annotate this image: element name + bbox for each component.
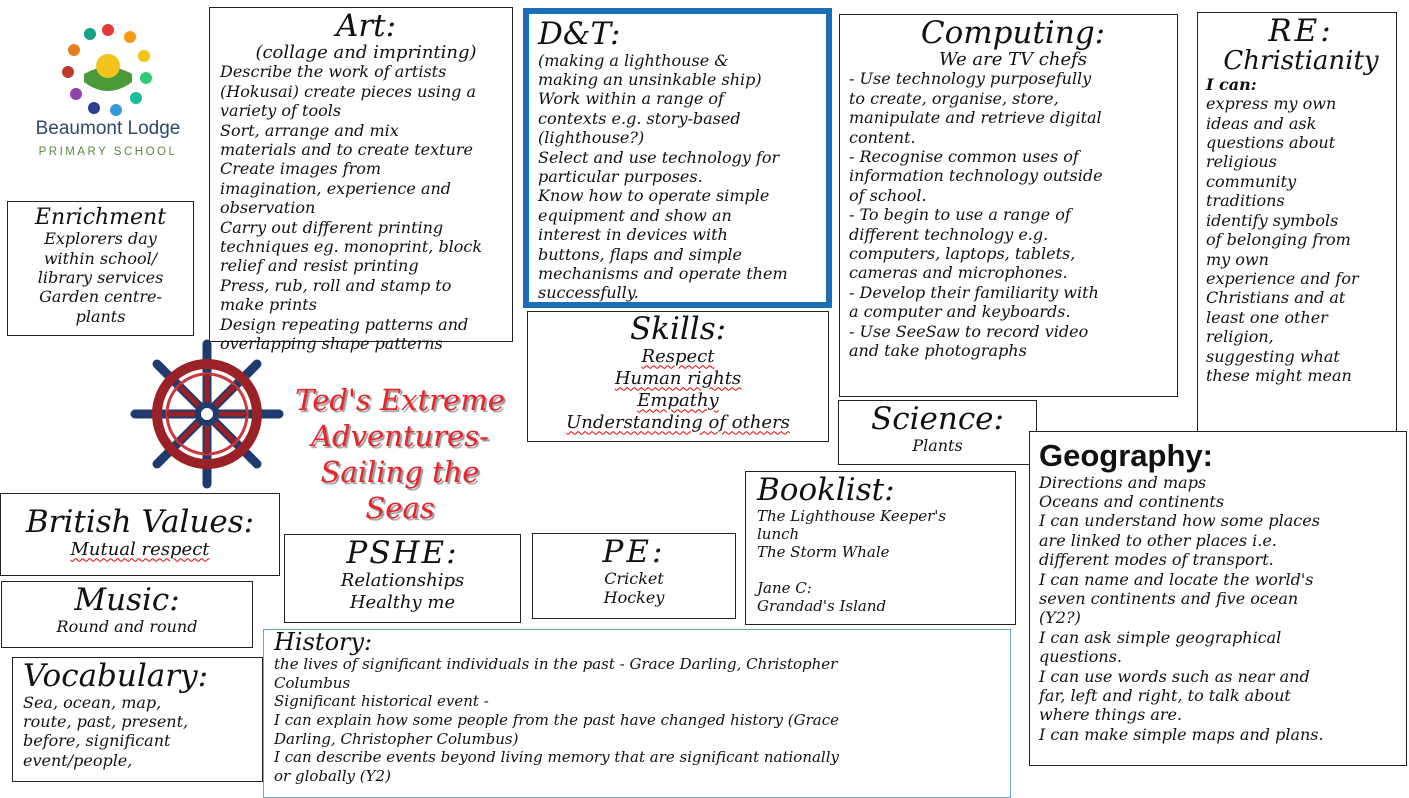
booklist-line	[757, 561, 1015, 579]
skills-box	[527, 311, 829, 442]
geography-title: Geography:	[1039, 438, 1213, 473]
re-box	[1197, 12, 1397, 439]
booklist-box	[745, 471, 1016, 625]
geography-line: I can make simple maps and plans.	[1039, 724, 1324, 744]
british-values-line	[1, 539, 279, 561]
dt-title: D&T:	[538, 16, 621, 52]
dt-line: making an unsinkable ship)	[538, 69, 762, 89]
art-line: relief and resist printing	[220, 256, 419, 276]
music-box	[1, 581, 253, 648]
geography-box	[1029, 431, 1407, 766]
booklist-title: Booklist:	[757, 472, 895, 508]
ship-wheel-icon	[130, 338, 284, 490]
history-line: Columbus	[274, 673, 351, 692]
computing-line: content.	[849, 127, 916, 147]
computing-line: computers, laptops, tablets,	[849, 244, 1076, 263]
vocabulary-line: route, past, present,	[23, 711, 189, 731]
booklist-line: lunch	[757, 524, 800, 543]
art-line: Design repeating patterns and	[220, 314, 469, 334]
history-line: or globally (Y2)	[274, 766, 391, 785]
art-line: Sort, arrange and mix	[220, 120, 399, 140]
history-line: Darling, Christopher Columbus)	[274, 729, 519, 748]
art-line: (Hokusai) create pieces using a	[220, 81, 476, 101]
dt-line: successfully.	[538, 283, 639, 303]
art-line: Describe the work of artists	[220, 62, 447, 82]
dt-line: Know how to operate simple	[538, 186, 770, 206]
computing-line: - Use technology purposefully	[849, 69, 1092, 89]
dt-line: mechanisms and operate them	[538, 264, 788, 284]
re-line: these might mean	[1206, 365, 1352, 385]
re-line: of belonging from	[1206, 230, 1351, 250]
vocabulary-box	[12, 657, 263, 782]
pshe-title: PSHE:	[346, 535, 459, 571]
history-box	[263, 629, 1011, 798]
re-line: my own	[1206, 249, 1269, 269]
geography-line: where things are.	[1039, 705, 1183, 725]
school-logo	[20, 22, 196, 172]
re-line: suggesting what	[1206, 346, 1340, 366]
re-line: least one other	[1206, 307, 1328, 327]
skills-line	[528, 368, 828, 390]
geography-line: I can understand how some places	[1039, 511, 1320, 531]
science-title: Science:	[871, 401, 1004, 437]
booklist-line: The Storm Whale	[757, 542, 890, 561]
computing-subtitle: We are TV chefs	[938, 48, 1088, 70]
history-line: Significant historical event -	[274, 692, 489, 711]
art-line: Create images from	[220, 159, 382, 179]
enrichment-line: Explorers day	[44, 229, 157, 249]
pe-line: Cricket	[604, 568, 664, 588]
computing-line: a computer and keyboards.	[849, 302, 1071, 322]
theme-title-line: Sailing the	[320, 455, 480, 489]
history-line: I can describe events beyond living memory that are significant nationally	[274, 748, 839, 767]
art-line: Carry out different printing	[220, 217, 444, 237]
dt-line: (making a lighthouse &	[538, 50, 729, 70]
pe-box	[532, 533, 736, 619]
skills-understanding: Understanding of others	[566, 411, 790, 433]
re-line: experience and for	[1206, 268, 1359, 288]
history-title: History:	[274, 628, 373, 656]
skills-line	[528, 412, 828, 434]
theme-title	[270, 382, 530, 526]
enrichment-line: within school/	[43, 248, 158, 268]
computing-line: - Use SeeSaw to record video	[849, 321, 1089, 341]
dt-line: Select and use technology for	[538, 147, 780, 167]
skills-line	[528, 346, 828, 368]
geography-line: (Y2?)	[1039, 608, 1081, 628]
booklist-line: Grandad's Island	[757, 596, 887, 615]
art-line: observation	[220, 198, 316, 218]
computing-line: manipulate and retrieve digital	[849, 108, 1102, 128]
skills-human-rights: Human rights	[614, 367, 742, 389]
enrichment-line: plants	[75, 306, 126, 326]
art-line: variety of tools	[220, 101, 342, 121]
re-line: religion,	[1206, 327, 1274, 347]
art-subtitle: (collage and imprinting)	[255, 41, 477, 63]
pshe-box	[284, 534, 521, 623]
geography-line: are linked to other places i.e.	[1039, 530, 1277, 550]
computing-line: information technology outside	[849, 166, 1103, 186]
re-line: express my own	[1206, 94, 1337, 114]
geography-line: Oceans and continents	[1039, 491, 1225, 511]
computing-line: to create, organise, store,	[849, 88, 1059, 108]
pe-line: Hockey	[603, 587, 665, 607]
re-line: ideas and ask	[1206, 113, 1317, 133]
art-line: make prints	[220, 295, 317, 315]
science-box	[838, 400, 1037, 465]
theme-title-line: Ted's Extreme	[295, 383, 505, 417]
geography-line: I can ask simple geographical	[1039, 627, 1282, 647]
re-title: RE:	[1268, 13, 1334, 49]
geography-line: I can use words such as near and	[1039, 666, 1310, 686]
music-line: Round and round	[56, 616, 198, 636]
art-title: Art:	[335, 8, 397, 44]
booklist-line: The Lighthouse Keeper's	[757, 506, 947, 525]
art-line: materials and to create texture	[220, 139, 474, 159]
british-values-mutual-respect: Mutual respect	[70, 538, 210, 560]
re-subtitle: Christianity	[1223, 45, 1379, 76]
art-line: imagination, experience and	[220, 178, 452, 198]
computing-line: cameras and microphones.	[849, 263, 1068, 283]
computing-line: - Recognise common uses of	[849, 146, 1079, 166]
re-line: religious	[1206, 152, 1277, 172]
dt-line: interest in devices with	[538, 225, 728, 245]
geography-line: I can name and locate the world's	[1039, 569, 1314, 589]
vocabulary-title: Vocabulary:	[23, 658, 209, 694]
dt-line: Work within a range of	[538, 89, 724, 109]
music-title: Music:	[74, 582, 180, 618]
school-logo-icon	[20, 22, 196, 118]
skills-empathy: Empathy	[637, 389, 719, 411]
geography-line: Directions and maps	[1039, 472, 1207, 492]
geography-line: seven continents and five ocean	[1039, 588, 1299, 608]
enrichment-line: library services	[37, 267, 164, 287]
theme-title-line: Seas	[365, 491, 435, 525]
skills-title: Skills:	[629, 311, 727, 347]
computing-line: - Develop their familiarity with	[849, 282, 1099, 302]
art-line: Press, rub, roll and stamp to	[220, 275, 452, 295]
pshe-line: Relationships	[340, 569, 465, 591]
computing-line: - To begin to use a range of	[849, 205, 1071, 225]
re-line: I can:	[1206, 74, 1257, 94]
theme-title-line: Adventures-	[311, 419, 489, 453]
geography-line: far, left and right, to talk about	[1039, 686, 1291, 706]
science-line: Plants	[912, 435, 963, 455]
computing-line: and take photographs	[849, 341, 1027, 361]
computing-line: different technology e.g.	[849, 224, 1049, 244]
geography-line: questions.	[1039, 647, 1123, 667]
computing-title: Computing:	[920, 15, 1106, 51]
dt-line: (lighthouse?)	[538, 128, 645, 148]
british-values-box	[0, 493, 280, 576]
re-line: Christians and at	[1206, 288, 1346, 308]
school-subtitle: PRIMARY SCHOOL	[38, 146, 178, 158]
computing-box	[839, 14, 1178, 397]
dt-box	[523, 8, 832, 308]
re-line: traditions	[1206, 191, 1285, 211]
dt-line: equipment and show an	[538, 205, 732, 225]
school-name: Beaumont Lodge	[35, 118, 181, 139]
re-line: community	[1206, 171, 1297, 191]
skills-respect: Respect	[641, 345, 715, 367]
vocabulary-line: event/people,	[23, 750, 133, 770]
vocabulary-line: before, significant	[23, 731, 171, 751]
art-line: techniques eg. monoprint, block	[220, 237, 483, 256]
dt-line: contexts e.g. story-based	[538, 108, 741, 128]
vocabulary-line: Sea, ocean, map,	[23, 692, 162, 712]
dt-line: particular purposes.	[538, 166, 703, 186]
history-line: I can explain how some people from the past have changed history (Grace	[274, 710, 840, 729]
enrichment-line: Garden centre-	[39, 287, 162, 307]
art-box	[209, 7, 513, 354]
dt-line: buttons, flaps and simple	[538, 244, 742, 264]
pshe-line: Healthy me	[349, 591, 456, 613]
art-line: overlapping shape patterns	[220, 334, 443, 354]
skills-line	[528, 390, 828, 412]
enrichment-box	[7, 201, 194, 336]
geography-line: different modes of transport.	[1039, 550, 1274, 570]
re-line: identify symbols	[1206, 210, 1339, 230]
pe-title: PE:	[602, 534, 666, 570]
enrichment-title: Enrichment	[34, 205, 167, 230]
booklist-line: Jane C:	[757, 578, 812, 597]
computing-line: of school.	[849, 185, 927, 205]
british-values-title: British Values:	[25, 504, 255, 540]
history-line: the lives of significant individuals in the past - Grace Darling, Christopher	[274, 655, 838, 674]
re-line: questions about	[1206, 133, 1336, 153]
